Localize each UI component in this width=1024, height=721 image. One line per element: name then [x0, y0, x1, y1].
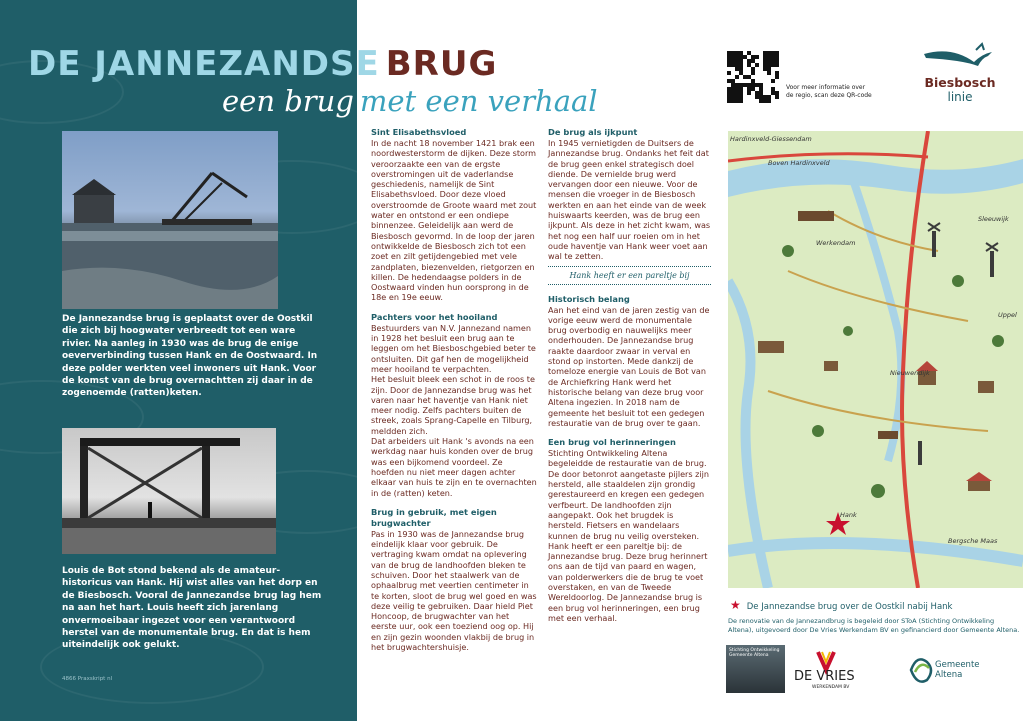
- map-legend: [730, 598, 952, 612]
- pull-quote: Hank heeft er een pareltje bij: [548, 266, 711, 285]
- heading-historisch-belang: Historisch belang: [548, 293, 630, 304]
- paragraph: In 1945 vernietigden de Duitsers de Jannezandse brug. Ondanks het feit dat de brug geen enkel strategisch doel diende. De vernielde brug werd vervangen door een nieuwe. Voor de mensen die vroeger in de Biesbosch werkten en aan het einde van de week huiswaarts keerden, was de brug een ijkpunt. Als deze in het zicht kwam, was het nog een half uur roeien om in het oude haventje van Hank weer voet aan wal te zetten.: [548, 138, 711, 262]
- qr-module: [775, 99, 779, 103]
- paragraph: Dat arbeiders uit Hank 's avonds na een werkdag naar huis konden over de brug was een bijkomend voordeel. Ze hoefden nu niet meer dagen achter elkaar van huis te zijn en te overnachten in de (ratten) keten.: [371, 436, 537, 498]
- qr-text-line-1: Voor meer informatie over: [786, 84, 866, 91]
- map-label-bergsche: Bergsche Maas: [948, 537, 998, 545]
- qr-code[interactable]: [727, 51, 779, 103]
- text-column-1: [371, 127, 537, 661]
- gemeente-text-2: Altena: [935, 670, 963, 680]
- subtitle-part-1: een brug: [222, 84, 354, 118]
- paragraph: Bestuurders van N.V. Jannezand namen in 1928 het besluit een brug aan te leggen om het Biesboschgebied beter te ontsluiten. Dit gaf hen de mogelijkheid meer hooiland te verpachten.: [371, 322, 536, 374]
- heading-sint-elisabethsvloed: Sint Elisabethsvloed: [371, 127, 467, 137]
- legend-text: De Jannezandse brug over de Oostkil nabij Hank: [746, 602, 953, 612]
- paragraph: Hank heeft er een pareltje bij: de Jannezandse brug. Deze brug herinnert ons aan de tijd van paard en wagen, van polderwerkers die de brug te voet overstaken, en van de Tweede Wereldoorlog. De Jannezandse brug is een brug vol herinneringen, een brug met een verhaal.: [548, 540, 708, 623]
- illustrated-map: [728, 131, 1023, 588]
- map-label-hardinxveld: Hardinxveld-Giessendam: [730, 135, 812, 143]
- subtitle-part-2: met een verhaal: [359, 84, 598, 118]
- gemeente-altena-logo: [905, 650, 985, 690]
- heading-brug-in-gebruik: Brug in gebruik, met eigen brugwachter: [371, 506, 497, 528]
- page-title: [28, 44, 497, 84]
- paragraph: Aan het eind van de jaren zestig van de vorige eeuw werd de monumentale brug overbodig en nauwelijks meer onderhouden. De Jannezandse brug raakte daardoor zwaar in verval en stond op instorten. Mede dankzij de tomeloze energie van Louis de Bot van de Archiefkring Hank werd het historische belang van deze brug voor Altena ingezien. In 2018 nam de gemeente het besluit tot een gedegen restauratie van de brug over te gaan.: [548, 304, 710, 428]
- map-label-werkendam: Werkendam: [816, 239, 856, 247]
- map-label-sleeuwijk: Sleeuwijk: [978, 215, 1009, 223]
- sponsor-stichting-logo: [726, 645, 785, 693]
- bridge-photo-bw-drawing: [62, 428, 276, 554]
- heading-brug-vol-herinneringen: Een brug vol herinneringen: [548, 437, 676, 448]
- logo-title: Biesbosch: [924, 75, 996, 90]
- bridge-photo-drawing: [62, 131, 278, 309]
- page-subtitle: [222, 84, 598, 118]
- caption-brug-over-oostkil: De Jannezandse brug is geplaatst over de Oostkil die zich bij hoogwater verbreedt tot een ware rivier. Na aanleg in 1930 was de brug de enige oeververbinding tussen Hank en de Oostwaard. In deze polder werkten veel inwoners uit Hank. Voor de komst van de brug overnachtten zij daar in de zogenoemde (ratten)keten.: [62, 314, 318, 399]
- caption-louis-de-bot: Louis de Bot stond bekend als de amateur-historicus van Hank. Hij wist alles van het dorp en de Biesbosch. Vooral de Jannezandse brug lag hem na aan het hart. Louis heeft zich jarenlang onvermoeibaar ingezet voor een verantwoord herstel van de monumentale brug. En dat is hem uiteindelijk ook gelukt.: [62, 566, 322, 651]
- heading-pachters: Pachters voor het hooiland: [371, 311, 498, 322]
- sponsor-stichting-text: Stichting Ontwikkeling Gemeente Altena: [729, 648, 780, 658]
- photo-credit: 4866 Praxskript nl: [62, 676, 113, 682]
- gemeente-text-1: Gemeente: [935, 660, 980, 670]
- map-label-nieuwendijk: Nieuwendijk: [890, 369, 930, 377]
- de-vries-logo: [792, 650, 887, 690]
- logo-subtitle: linie: [947, 90, 973, 104]
- qr-instructions: [786, 84, 872, 100]
- bridge-photo-historic: [62, 131, 278, 309]
- de-vries-sub: WERKENDAM BV: [812, 685, 850, 690]
- de-vries-name: DE VRIES: [794, 669, 855, 684]
- map-drawing: [728, 131, 1023, 588]
- title-part-2: BRUG: [385, 44, 498, 84]
- paragraph: In de nacht 18 november 1421 brak een noordwesterstorm de dijken. Deze storm veroorzaakte een van de ergste overstromingen uit de vaderlandse geschiedenis, namelijk de Sint Elisabethsvloed. Door deze vloed overstroomde de Groote waard met zout water en ontstond er een ondiepe binnenzee. Geleidelijk aan werd de Biesbosch gevormd. In de loop der jaren ontwikkelde de Biesbosch zich tot een zoet en zilt getijdengebied met vele zandplaten, biezenvelden, rietgorzen en killen. De hedendaagse polders in de Oostwaard vinden hun oorsprong in de 18e en 19e eeuw.: [371, 138, 537, 303]
- map-label-uppel: Uppel: [998, 311, 1017, 319]
- heading-brug-als-ijkpunt: De brug als ijkpunt: [548, 127, 638, 137]
- paragraph: Het besluit bleek een schot in de roos te zijn. Door de Jannezandse brug was het varen naar het haventje van Hank niet meer nodig. Zelfs pachters buiten de streek, zoals Sprang-Capelle en Tilburg, meldden zich.: [371, 374, 535, 436]
- star-icon: ★: [730, 598, 741, 612]
- map-label-boven: Boven Hardinxveld: [768, 159, 830, 167]
- title-part-1: DE JANNEZANDSE: [28, 44, 380, 84]
- paragraph: Stichting Ontwikkeling Altena begeleidde de restauratie van de brug. De door betonrot aangetaste pijlers zijn hersteld, alle staaldelen zijn grondig gerestaureerd en kregen een gedegen verfbeurt. De landhoofden zijn aangepakt. Ook het brugdek is hersteld. Fietsers en wandelaars kunnen de brug nu veilig oversteken.: [548, 448, 710, 541]
- text-column-2: [548, 127, 711, 632]
- bridge-photo-bw: [62, 428, 276, 554]
- qr-text-line-2: de regio, scan deze QR-code: [786, 92, 872, 99]
- paragraph: Pas in 1930 was de Jannezandse brug eindelijk klaar voor gebruik. De vertraging kwam omdat na oplevering van de brug de landhoofden bleken te schuiven. Door het staalwerk van de ophaalbrug met veertien centimeter in te korten, sloot de brug wel goed en was deze veilig te gebruiken. Daar hield Piet Honcoop, de brugwachter van het eerste uur, ook een toeziend oog op. Hij en zijn gezin woonden vlakbij de brug in het brugwachtershuisje.: [371, 528, 537, 653]
- renovation-info: De renovatie van de Jannezandbrug is begeleid door SToA (Stichting Ontwikkeling Altena), uitgevoerd door De Vries Werkendam BV en gefinancierd door Gemeente Altena.: [728, 617, 1020, 634]
- map-label-hank: Hank: [840, 511, 857, 519]
